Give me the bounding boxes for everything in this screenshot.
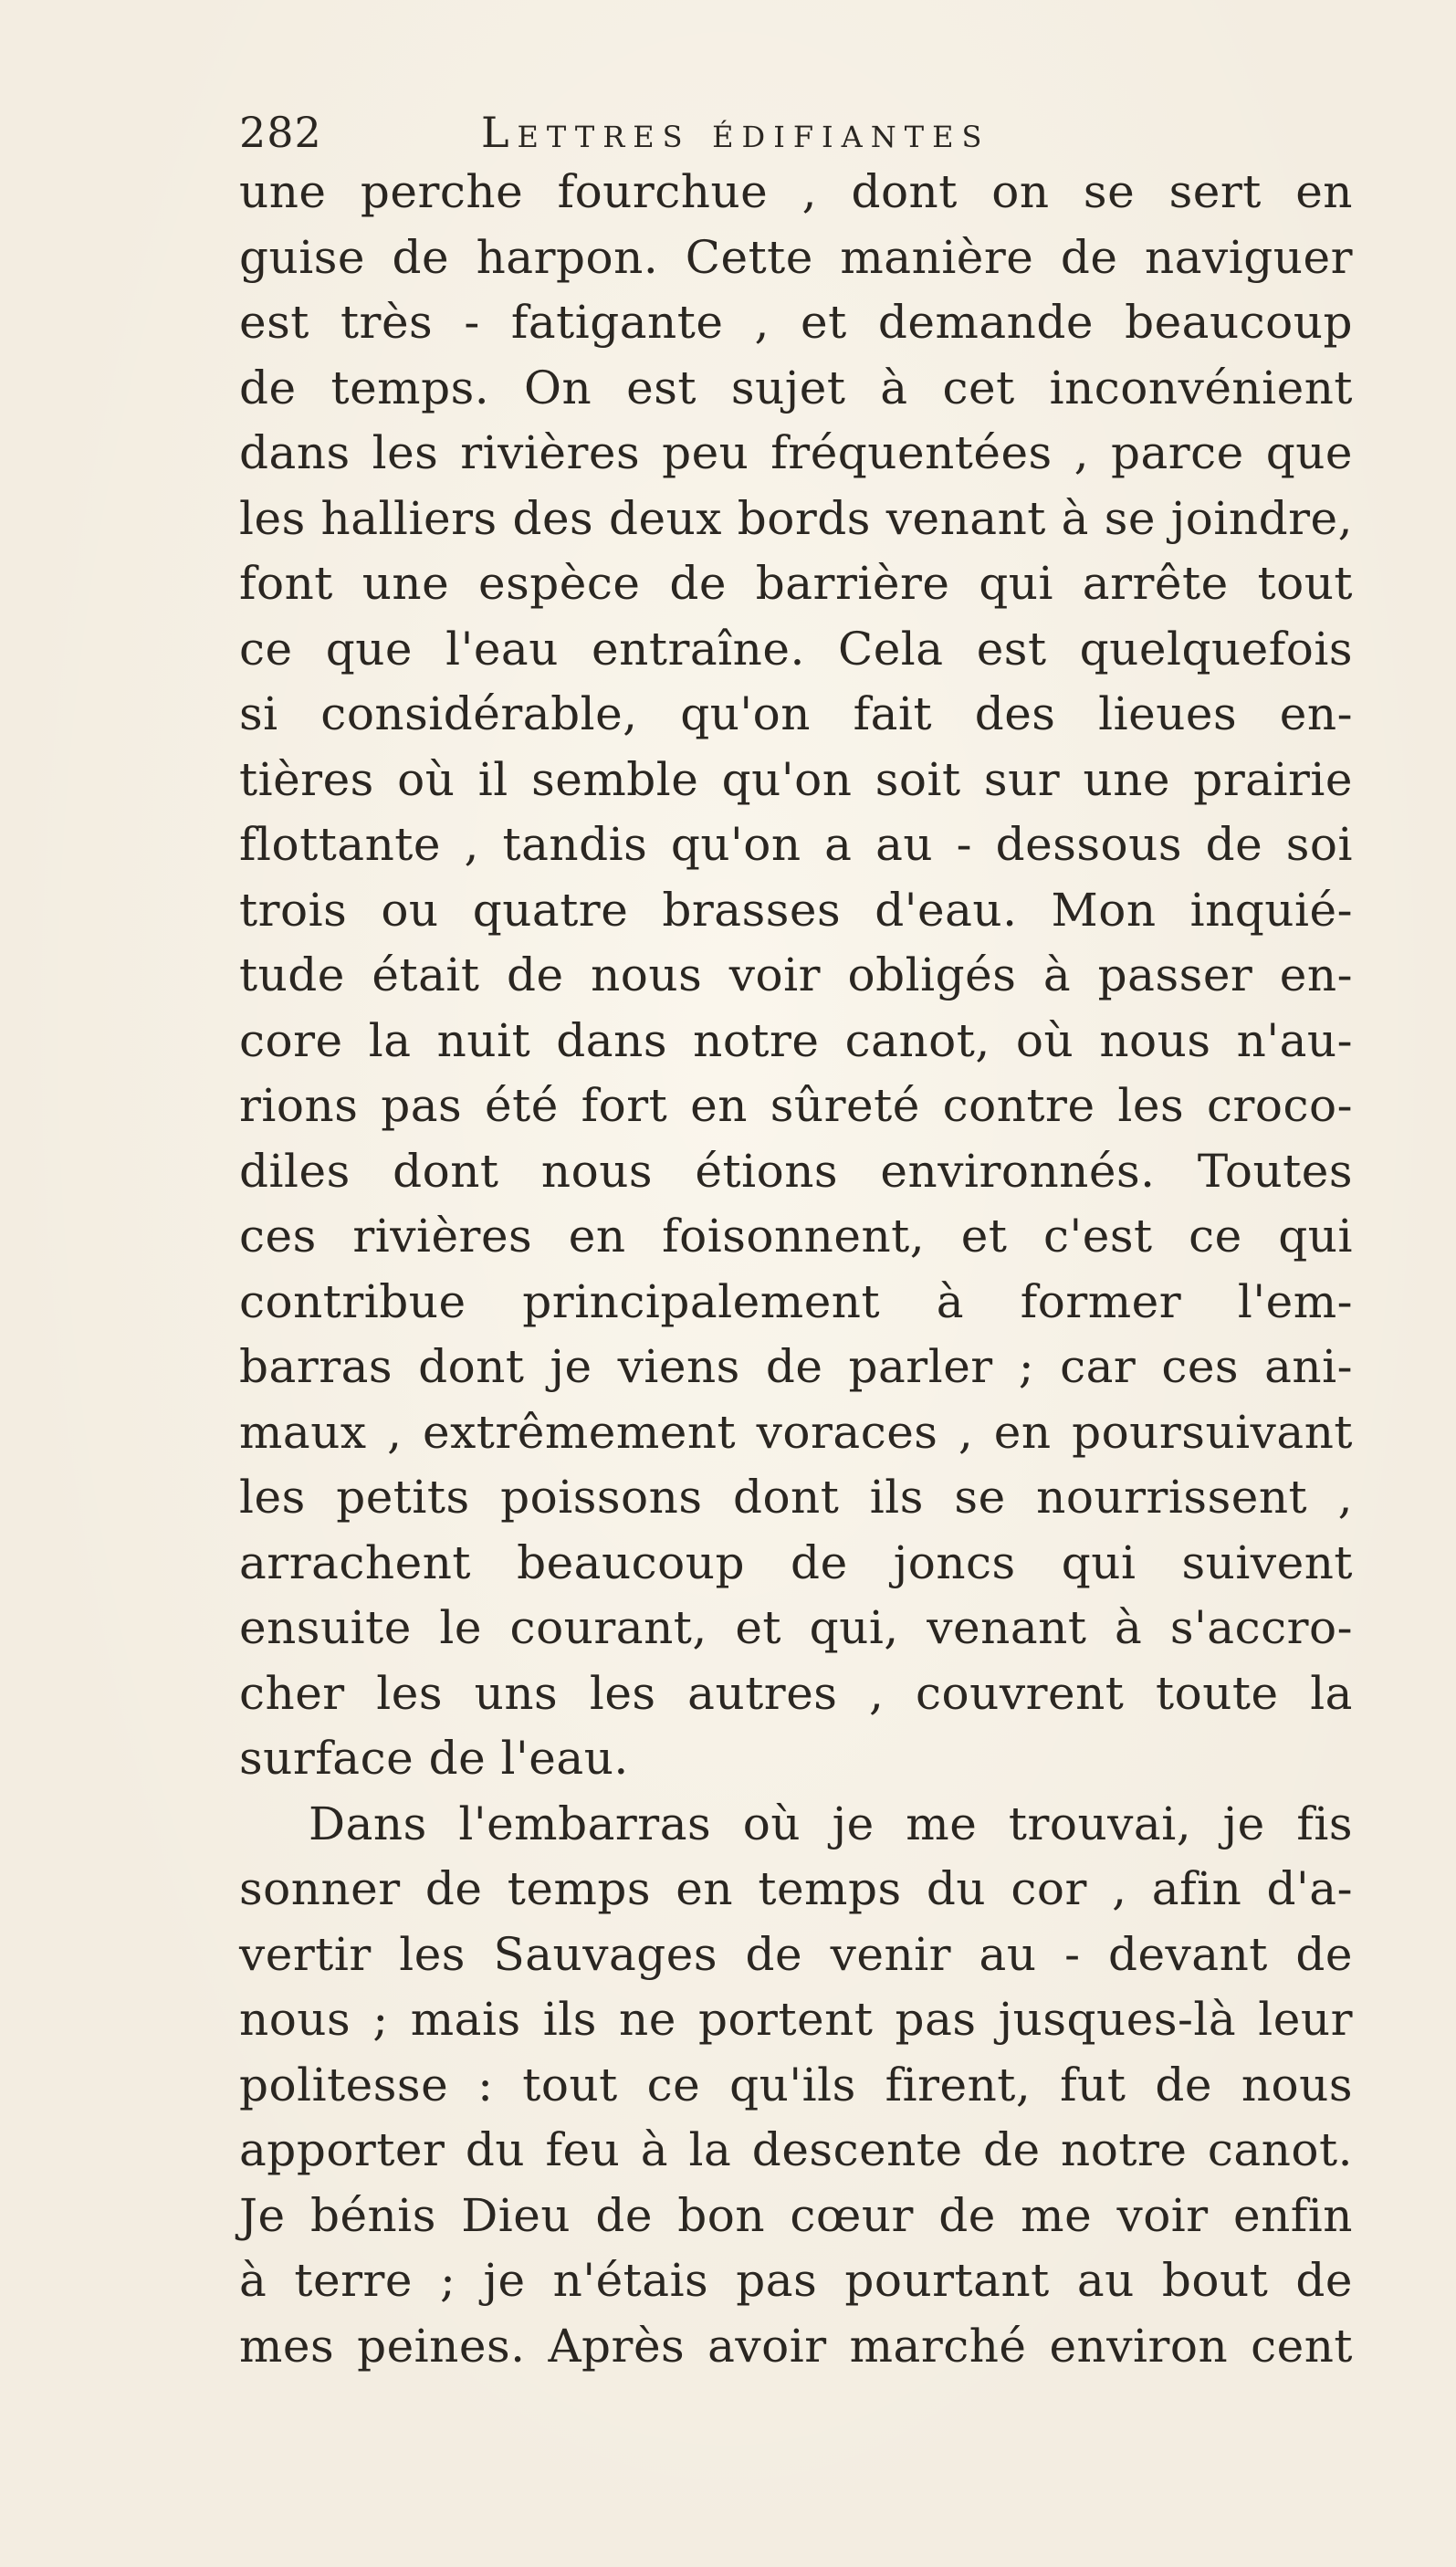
text-line: font une espèce de barrière qui arrête tout <box>239 557 1353 610</box>
page-header <box>239 100 1353 164</box>
text-line: les petits poissons dont ils se nourrissent , <box>239 1471 1353 1524</box>
text-line: flottante , tandis qu'on a au - dessous de soi <box>239 818 1353 871</box>
text-line: trois ou quatre brasses d'eau. Mon inquié- <box>239 883 1353 937</box>
text-line: tières où il semble qu'on soit sur une prairie <box>239 752 1353 806</box>
text-line: contribue principalement à former l'em- <box>239 1274 1353 1328</box>
text-line: mes peines. Après avoir marché environ cent <box>239 2319 1353 2373</box>
text-line: les halliers des deux bords venant à se joindre, <box>239 491 1353 545</box>
text-line: tude était de nous voir obligés à passer en- <box>239 948 1353 1001</box>
text-line: de temps. On est sujet à cet inconvénient <box>239 361 1353 414</box>
text-line: dans les rivières peu fréquentées , parce que <box>239 426 1353 479</box>
text-line: barras dont je viens de parler ; car ces ani- <box>239 1340 1353 1393</box>
text-line: maux , extrêmement voraces , en poursuivant <box>239 1405 1353 1459</box>
text-line: nous ; mais ils ne portent pas jusques-là leur <box>239 1993 1353 2046</box>
text-line: ensuite le courant, et qui, venant à s'accro- <box>239 1601 1353 1654</box>
text-line: est très - fatigante , et demande beaucoup <box>239 296 1353 349</box>
text-line: ce que l'eau entraîne. Cela est quelquefois <box>239 622 1353 676</box>
text-line: arrachent beaucoup de joncs qui suivent <box>239 1535 1353 1589</box>
text-line: diles dont nous étions environnés. Toutes <box>239 1144 1353 1198</box>
paragraph-start-line: Dans l'embarras où je me trouvai, je fis <box>309 1797 1353 1850</box>
paragraph-end-line: surface de l'eau. <box>239 1732 629 1785</box>
body-text <box>239 160 1353 2379</box>
text-line: politesse : tout ce qu'ils firent, fut de nous <box>239 2058 1353 2111</box>
text-line: à terre ; je n'étais pas pourtant au bout de <box>239 2254 1353 2307</box>
text-line: Je bénis Dieu de bon cœur de me voir enfin <box>239 2188 1353 2242</box>
text-line: sonner de temps en temps du cor , afin d'a- <box>239 1862 1353 1915</box>
running-title: Lettres édifiantes <box>481 108 990 157</box>
text-line: vertir les Sauvages de venir au - devant de <box>239 1927 1353 1981</box>
text-line: rions pas été fort en sûreté contre les croco- <box>239 1079 1353 1132</box>
text-line: core la nuit dans notre canot, où nous n'au- <box>239 1013 1353 1067</box>
text-line: cher les uns les autres , couvrent toute la <box>239 1666 1353 1720</box>
page-number: 282 <box>239 108 322 157</box>
text-line: si considérable, qu'on fait des lieues en- <box>239 687 1353 740</box>
text-line: apporter du feu à la descente de notre canot. <box>239 2123 1353 2176</box>
text-line: guise de harpon. Cette manière de naviguer <box>239 230 1353 284</box>
text-line: ces rivières en foisonnent, et c'est ce qui <box>239 1210 1353 1263</box>
text-line: une perche fourchue , dont on se sert en <box>239 165 1353 218</box>
